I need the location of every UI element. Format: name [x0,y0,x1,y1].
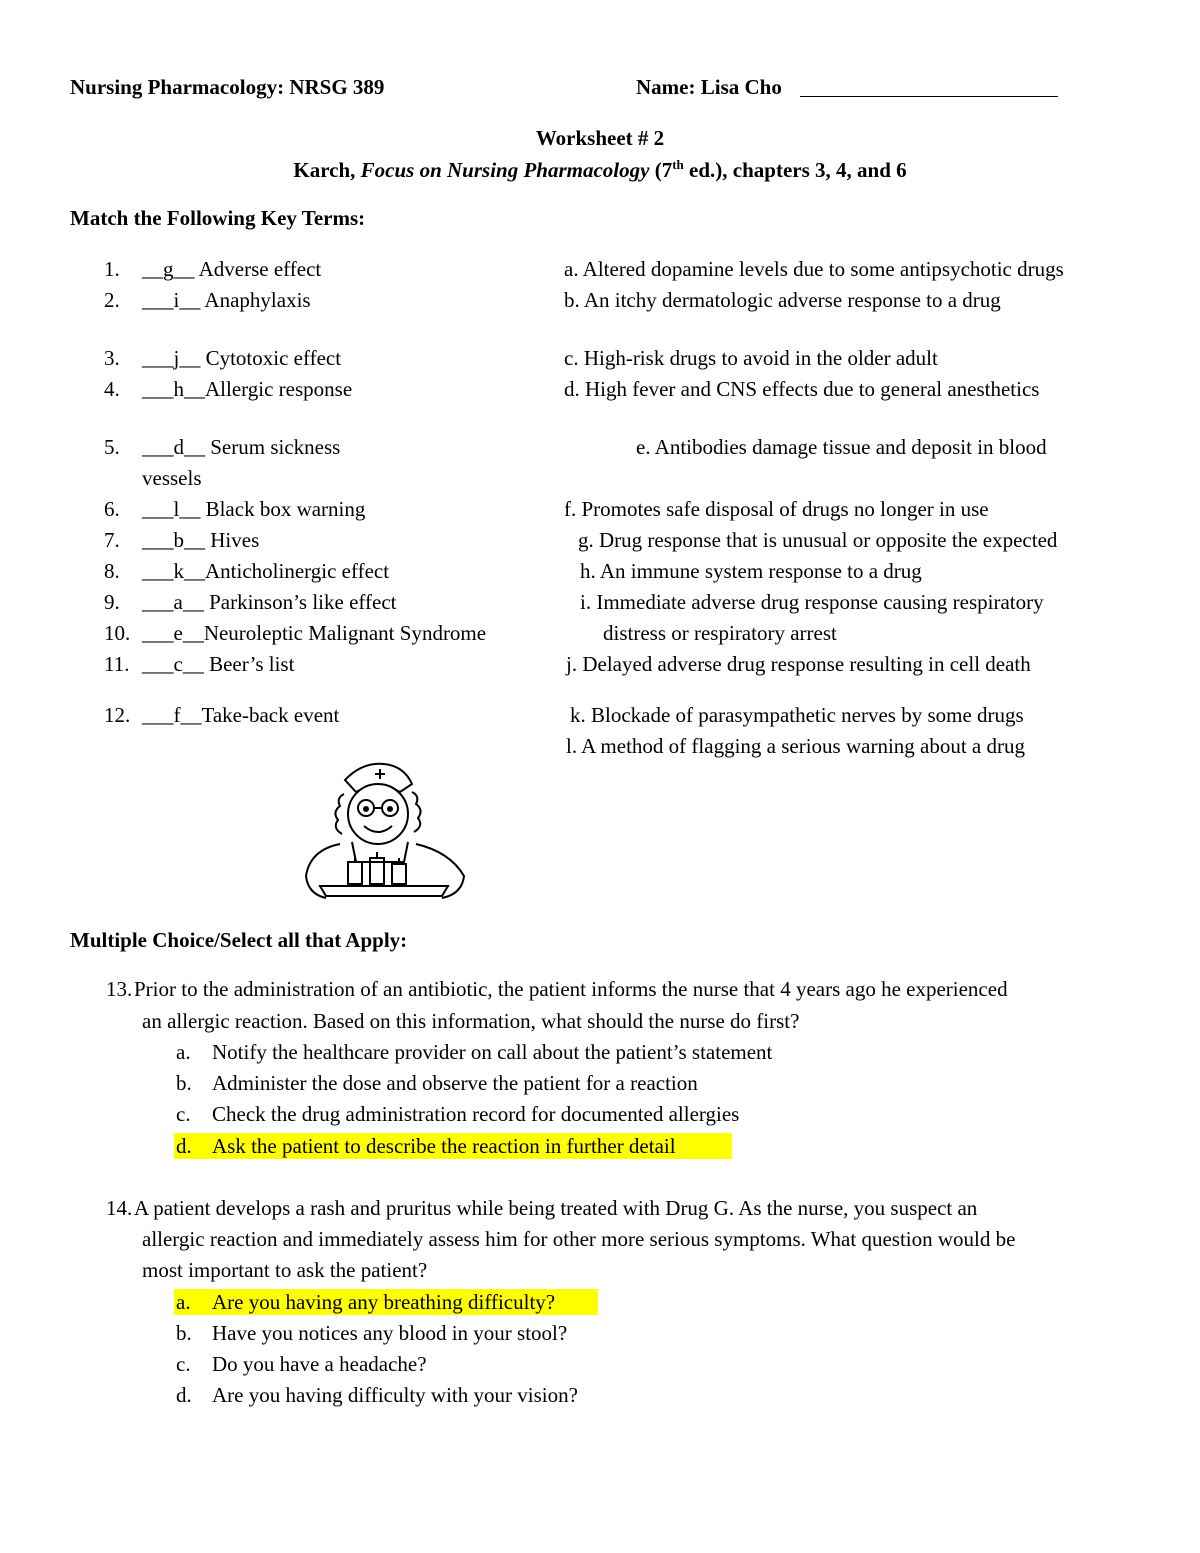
term-item: ___c__ Beer’s list [142,652,295,676]
definition-item: g. Drug response that is unusual or opposite the expected [578,528,1058,552]
term-item: ___b__ Hives [142,528,260,552]
term-number: 7. [104,528,120,552]
definition-item: j. Delayed adverse drug response resulting in cell death [566,652,1031,676]
student-name: Name: Lisa Cho [636,75,782,99]
definition-item: f. Promotes safe disposal of drugs no longer in use [564,497,989,521]
question-text: an allergic reaction. Based on this information, what should the nurse do first? [142,1009,800,1033]
term-item: __g__ Adverse effect [142,257,322,281]
question-text: A patient develops a rash and pruritus while being treated with Drug G. As the nurse, you suspect an [134,1196,978,1220]
term-item: ___k__Anticholinergic effect [142,559,390,583]
option-text: Have you notices any blood in your stool? [212,1321,568,1345]
option-text: Check the drug administration record for documented allergies [212,1102,740,1126]
option-text: Administer the dose and observe the patient for a reaction [212,1071,698,1095]
definition-item: l. A method of flagging a serious warning about a drug [566,734,1025,758]
option-text: Notify the healthcare provider on call about the patient’s statement [212,1040,773,1064]
option-letter: b. [176,1321,192,1345]
option-text: Do you have a headache? [212,1352,427,1376]
term-item: ___f__Take-back event [142,703,340,727]
definition-item: i. Immediate adverse drug response causing respiratory [580,590,1044,614]
term-item: ___h__Allergic response [142,377,353,401]
course-title: Nursing Pharmacology: NRSG 389 [70,75,385,99]
option-letter: d. [176,1383,192,1407]
term-item: ___l__ Black box warning [142,497,366,521]
term-number: 2. [104,288,120,312]
definition-item: d. High fever and CNS effects due to general anesthetics [564,377,1040,401]
option-letter: c. [176,1352,191,1376]
term-number: 12. [104,703,131,727]
term-item: ___j__ Cytotoxic effect [142,346,342,370]
term-item: ___i__ Anaphylaxis [142,288,311,312]
term-number: 4. [104,377,120,401]
definition-item: e. Antibodies damage tissue and deposit in blood [636,435,1047,459]
option-text-selected: Are you having any breathing difficulty? [212,1290,556,1314]
term-number: 11. [104,652,130,676]
matching-heading: Match the Following Key Terms: [70,206,366,230]
term-number: 1. [104,257,120,281]
option-text: Are you having difficulty with your vision? [212,1383,578,1407]
worksheet-title: Worksheet # 2 [535,126,665,150]
question-text: allergic reaction and immediately assess him for other more serious symptoms. What question would be [142,1227,1016,1251]
option-letter: c. [176,1102,191,1126]
option-letter: a. [176,1290,191,1314]
question-number: 14. [106,1196,133,1220]
definition-item: a. Altered dopamine levels due to some antipsychotic drugs [564,257,1064,281]
name-underline [800,96,1058,97]
term-number: 9. [104,590,120,614]
term-number: 10. [104,621,131,645]
term-wrap-text: vessels [142,466,202,490]
term-item: ___e__Neuroleptic Malignant Syndrome [142,621,487,645]
definition-item: k. Blockade of parasympathetic nerves by some drugs [570,703,1024,727]
definition-item: h. An immune system response to a drug [580,559,922,583]
term-number: 8. [104,559,120,583]
nurse-illustration [300,758,468,906]
definition-item: b. An itchy dermatologic adverse response to a drug [564,288,1001,312]
term-number: 5. [104,435,120,459]
term-number: 6. [104,497,120,521]
term-item: ___d__ Serum sickness [142,435,341,459]
question-text: most important to ask the patient? [142,1258,428,1282]
term-number: 3. [104,346,120,370]
option-text-selected: Ask the patient to describe the reaction in further detail [212,1134,676,1158]
term-item: ___a__ Parkinson’s like effect [142,590,397,614]
mc-heading: Multiple Choice/Select all that Apply: [70,928,408,952]
question-number: 13. [106,977,133,1001]
option-letter: b. [176,1071,192,1095]
textbook-reference: Karch, Focus on Nursing Pharmacology (7th ed.), chapters 3, 4, and 6 [293,157,907,182]
definition-wrap-text: distress or respiratory arrest [603,621,837,645]
definition-item: c. High-risk drugs to avoid in the older adult [564,346,938,370]
question-text: Prior to the administration of an antibiotic, the patient informs the nurse that 4 years ago he experienced [134,977,1008,1001]
option-letter: a. [176,1040,191,1064]
option-letter: d. [176,1134,192,1158]
